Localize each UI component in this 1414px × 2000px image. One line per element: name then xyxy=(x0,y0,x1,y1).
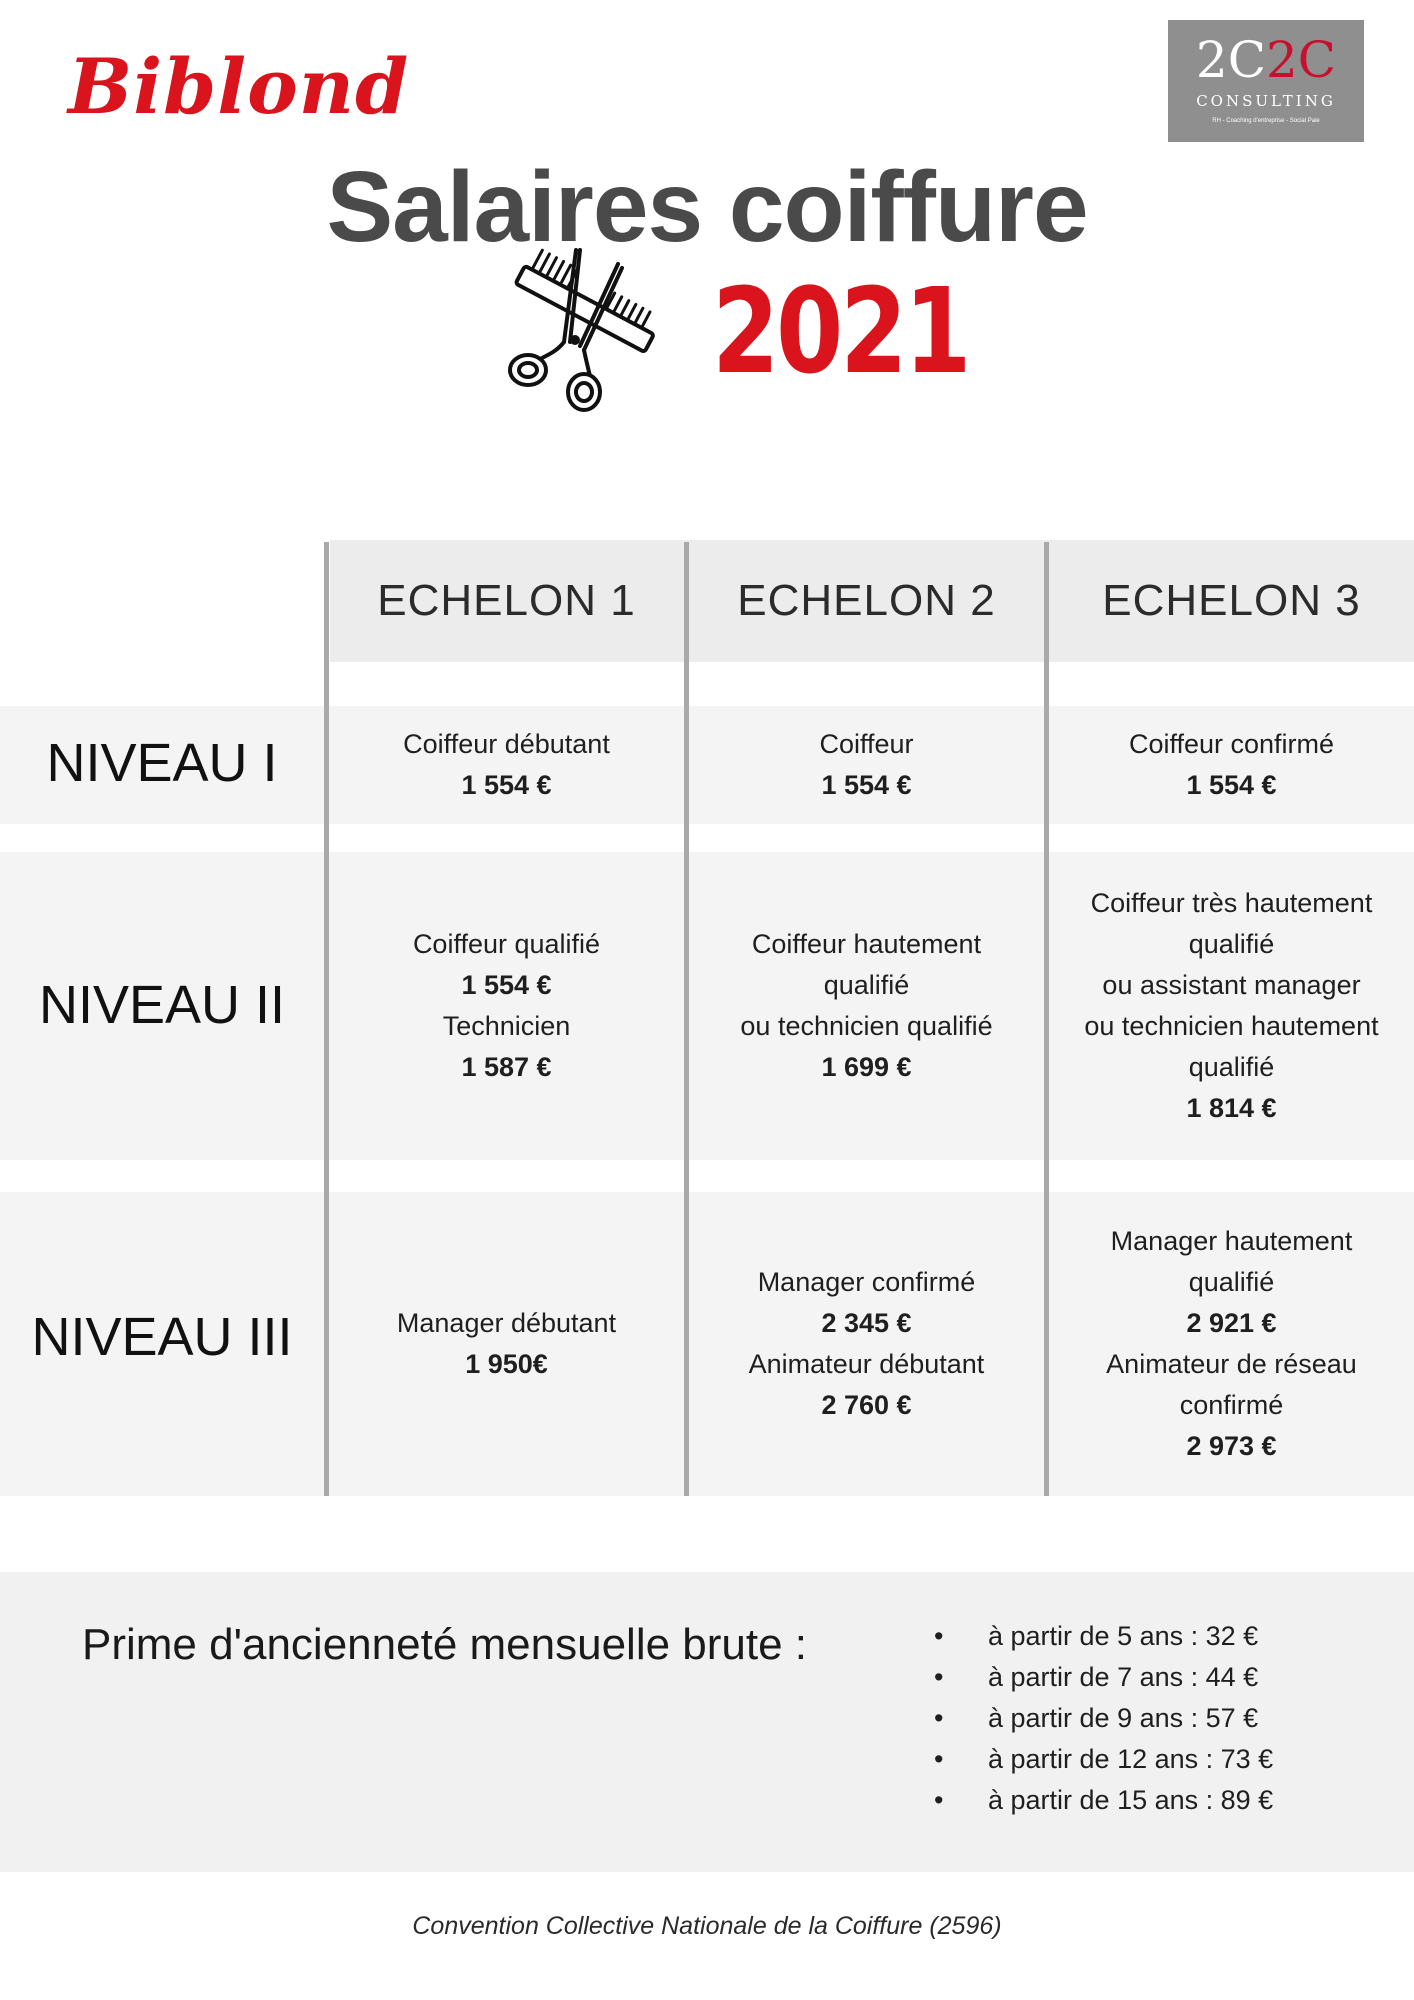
consulting-logo-subtitle: CONSULTING xyxy=(1196,92,1336,110)
prime-item-text: à partir de 5 ans : 32 € xyxy=(988,1621,1259,1651)
salary-amount: 1 554 € xyxy=(461,970,552,1000)
salary-cell xyxy=(689,706,1044,824)
job-title: Coiffeur débutant xyxy=(403,729,610,759)
salary-amount: 2 973 € xyxy=(1186,1431,1277,1461)
job-title: Coiffeur xyxy=(819,729,914,759)
job-title: ou technicien qualifié xyxy=(740,1011,993,1041)
job-title: Technicien xyxy=(442,1011,571,1041)
footer-note: Convention Collective Nationale de la Coiffure (2596) xyxy=(412,1912,1002,1940)
salary-cell xyxy=(1049,852,1414,1160)
bullet-icon: • xyxy=(934,1744,944,1774)
job-title: qualifié xyxy=(823,970,910,1000)
job-title: qualifié xyxy=(1188,1267,1275,1297)
prime-item xyxy=(920,1698,1273,1739)
salary-cell xyxy=(329,706,684,824)
job-title: Coiffeur confirmé xyxy=(1128,729,1335,759)
prime-item-text: à partir de 9 ans : 57 € xyxy=(988,1703,1259,1733)
job-title: confirmé xyxy=(1179,1390,1284,1420)
brand-logo: Biblond xyxy=(68,42,410,131)
job-title: Manager confirmé xyxy=(757,1267,976,1297)
salary-amount: 2 760 € xyxy=(821,1390,912,1420)
salary-amount: 2 921 € xyxy=(1186,1308,1277,1338)
row-label-niveau-3: NIVEAU III xyxy=(31,1307,293,1367)
column-header-echelon-2: ECHELON 2 xyxy=(737,576,996,625)
row-label-niveau-1: NIVEAU I xyxy=(46,733,278,793)
row-label-niveau-2: NIVEAU II xyxy=(38,975,286,1035)
page-title: Salaires coiffure xyxy=(326,151,1088,263)
bullet-icon: • xyxy=(934,1662,944,1692)
salary-cell xyxy=(329,852,684,1160)
scissors-comb-icon xyxy=(488,246,658,416)
salary-amount: 1 554 € xyxy=(1186,770,1277,800)
job-title: Coiffeur qualifié xyxy=(412,929,601,959)
job-title: Animateur de réseau xyxy=(1106,1349,1357,1379)
salary-amount: 1 950€ xyxy=(465,1349,548,1379)
consulting-logo-tagline: RH - Coaching d'entreprise - Social Paie xyxy=(1212,118,1320,124)
job-title: ou assistant manager xyxy=(1102,970,1361,1000)
bullet-icon: • xyxy=(934,1703,944,1733)
salary-cell xyxy=(1049,706,1414,824)
consulting-logo-part1: 2C xyxy=(1195,31,1266,89)
salary-cell xyxy=(689,1192,1044,1496)
job-title: Coiffeur hautement xyxy=(751,929,982,959)
prime-item-text: à partir de 15 ans : 89 € xyxy=(988,1785,1274,1815)
column-header-echelon-3: ECHELON 3 xyxy=(1102,576,1361,625)
job-title: Manager débutant xyxy=(396,1308,617,1338)
job-title: Manager hautement xyxy=(1110,1226,1353,1256)
consulting-logo xyxy=(1168,20,1364,142)
job-title: Coiffeur très hautement xyxy=(1090,888,1373,918)
consulting-logo-part2: 2C xyxy=(1266,31,1337,89)
year-label: 2021 xyxy=(712,262,969,400)
job-title: qualifié xyxy=(1188,929,1275,959)
prime-item xyxy=(920,1616,1273,1657)
salary-cell xyxy=(689,852,1044,1160)
prime-item xyxy=(920,1657,1273,1698)
salary-amount: 1 554 € xyxy=(821,770,912,800)
job-title: qualifié xyxy=(1188,1052,1275,1082)
column-header-echelon-1: ECHELON 1 xyxy=(377,576,636,625)
prime-list xyxy=(920,1616,1273,1821)
salary-amount: 2 345 € xyxy=(821,1308,912,1338)
prime-label: Prime d'ancienneté mensuelle brute : xyxy=(82,1620,808,1669)
salary-cell xyxy=(329,1192,684,1496)
job-title: Animateur débutant xyxy=(748,1349,985,1379)
prime-item xyxy=(920,1780,1273,1821)
bullet-icon: • xyxy=(934,1785,944,1815)
prime-item-text: à partir de 12 ans : 73 € xyxy=(988,1744,1274,1774)
salary-amount: 1 554 € xyxy=(461,770,552,800)
salary-amount: 1 814 € xyxy=(1186,1093,1277,1123)
prime-item xyxy=(920,1739,1273,1780)
job-title: ou technicien hautement xyxy=(1084,1011,1379,1041)
salary-amount: 1 699 € xyxy=(821,1052,912,1082)
salary-amount: 1 587 € xyxy=(461,1052,552,1082)
bullet-icon: • xyxy=(934,1621,944,1651)
salary-cell xyxy=(1049,1192,1414,1496)
prime-item-text: à partir de 7 ans : 44 € xyxy=(988,1662,1259,1692)
